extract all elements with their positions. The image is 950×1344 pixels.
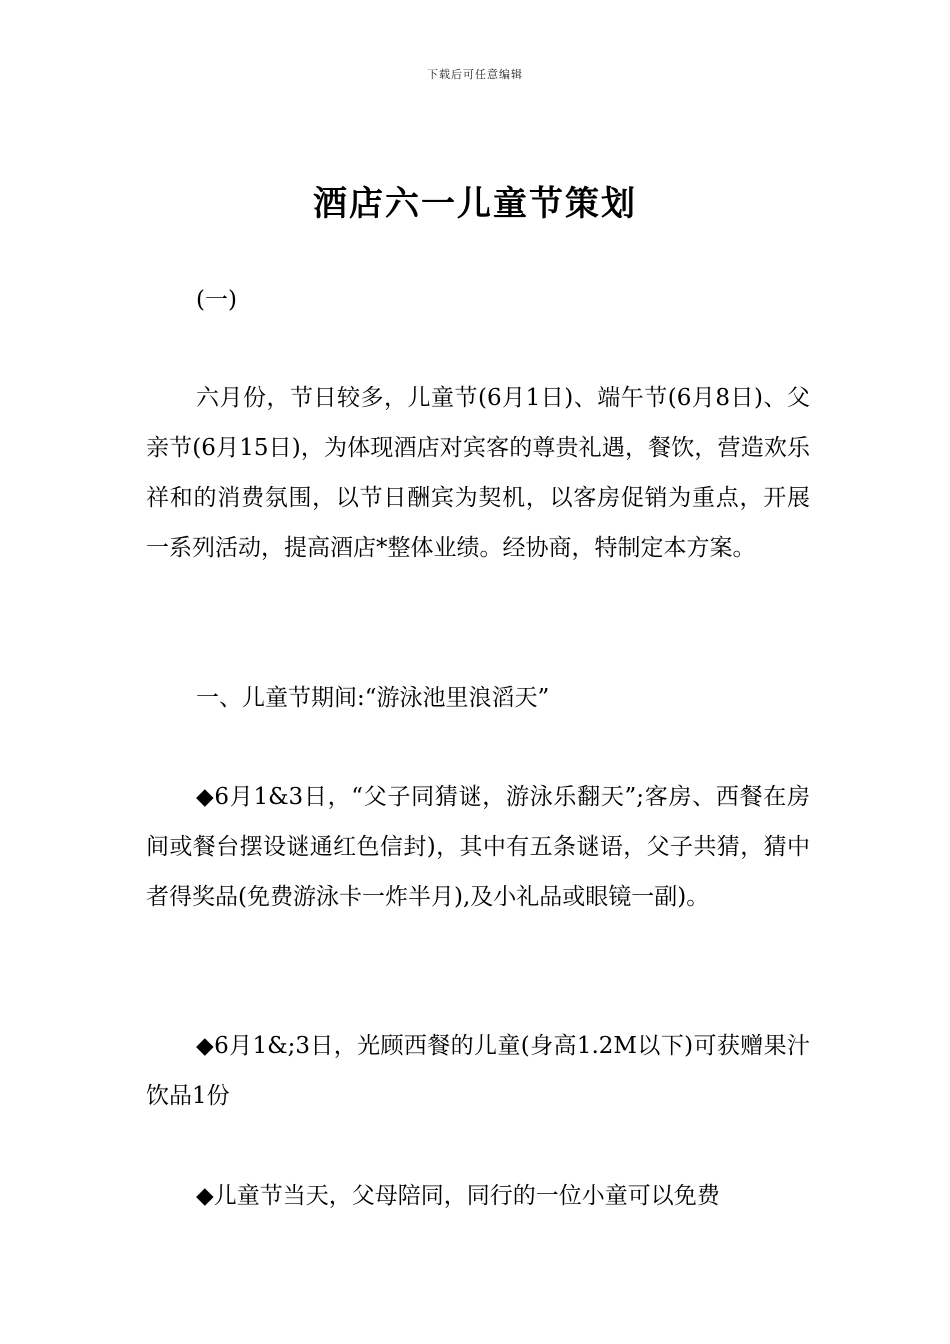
- bullet-item-2: ◆6月1&;3日，光顾西餐的儿童(身高1.2M以下)可获赠果汁饮品1份: [146, 1033, 810, 1109]
- page-header-note: 下载后可任意编辑: [427, 68, 523, 81]
- intro-paragraph: 六月份，节日较多，儿童节(6月1日)、端午节(6月8日)、父亲节(6月15日)，为体现酒店对宾客的尊贵礼遇，餐饮，营造欢乐祥和的消费氛围，以节日酬宾为契机，以客房促销为重点，开展一系列活动，提高酒店*整体业绩。经协商，特制定本方案。: [146, 385, 810, 561]
- bullet-item-1: ◆6月1&3日，“父子同猜谜，游泳乐翻天”;客房、西餐在房间或餐台摆设谜通红色信封)，其中有五条谜语，父子共猜，猜中者得奖品(免费游泳卡一炸半月),及小礼品或眼镜一副)。: [146, 784, 810, 910]
- section-marker: (一): [196, 287, 237, 313]
- bullet-item-3: ◆儿童节当天，父母陪同，同行的一位小童可以免费: [196, 1183, 720, 1209]
- document-title: 酒店六一儿童节策划: [313, 184, 637, 224]
- section-heading-1: 一、儿童节期间:“游泳池里浪滔天”: [196, 685, 550, 711]
